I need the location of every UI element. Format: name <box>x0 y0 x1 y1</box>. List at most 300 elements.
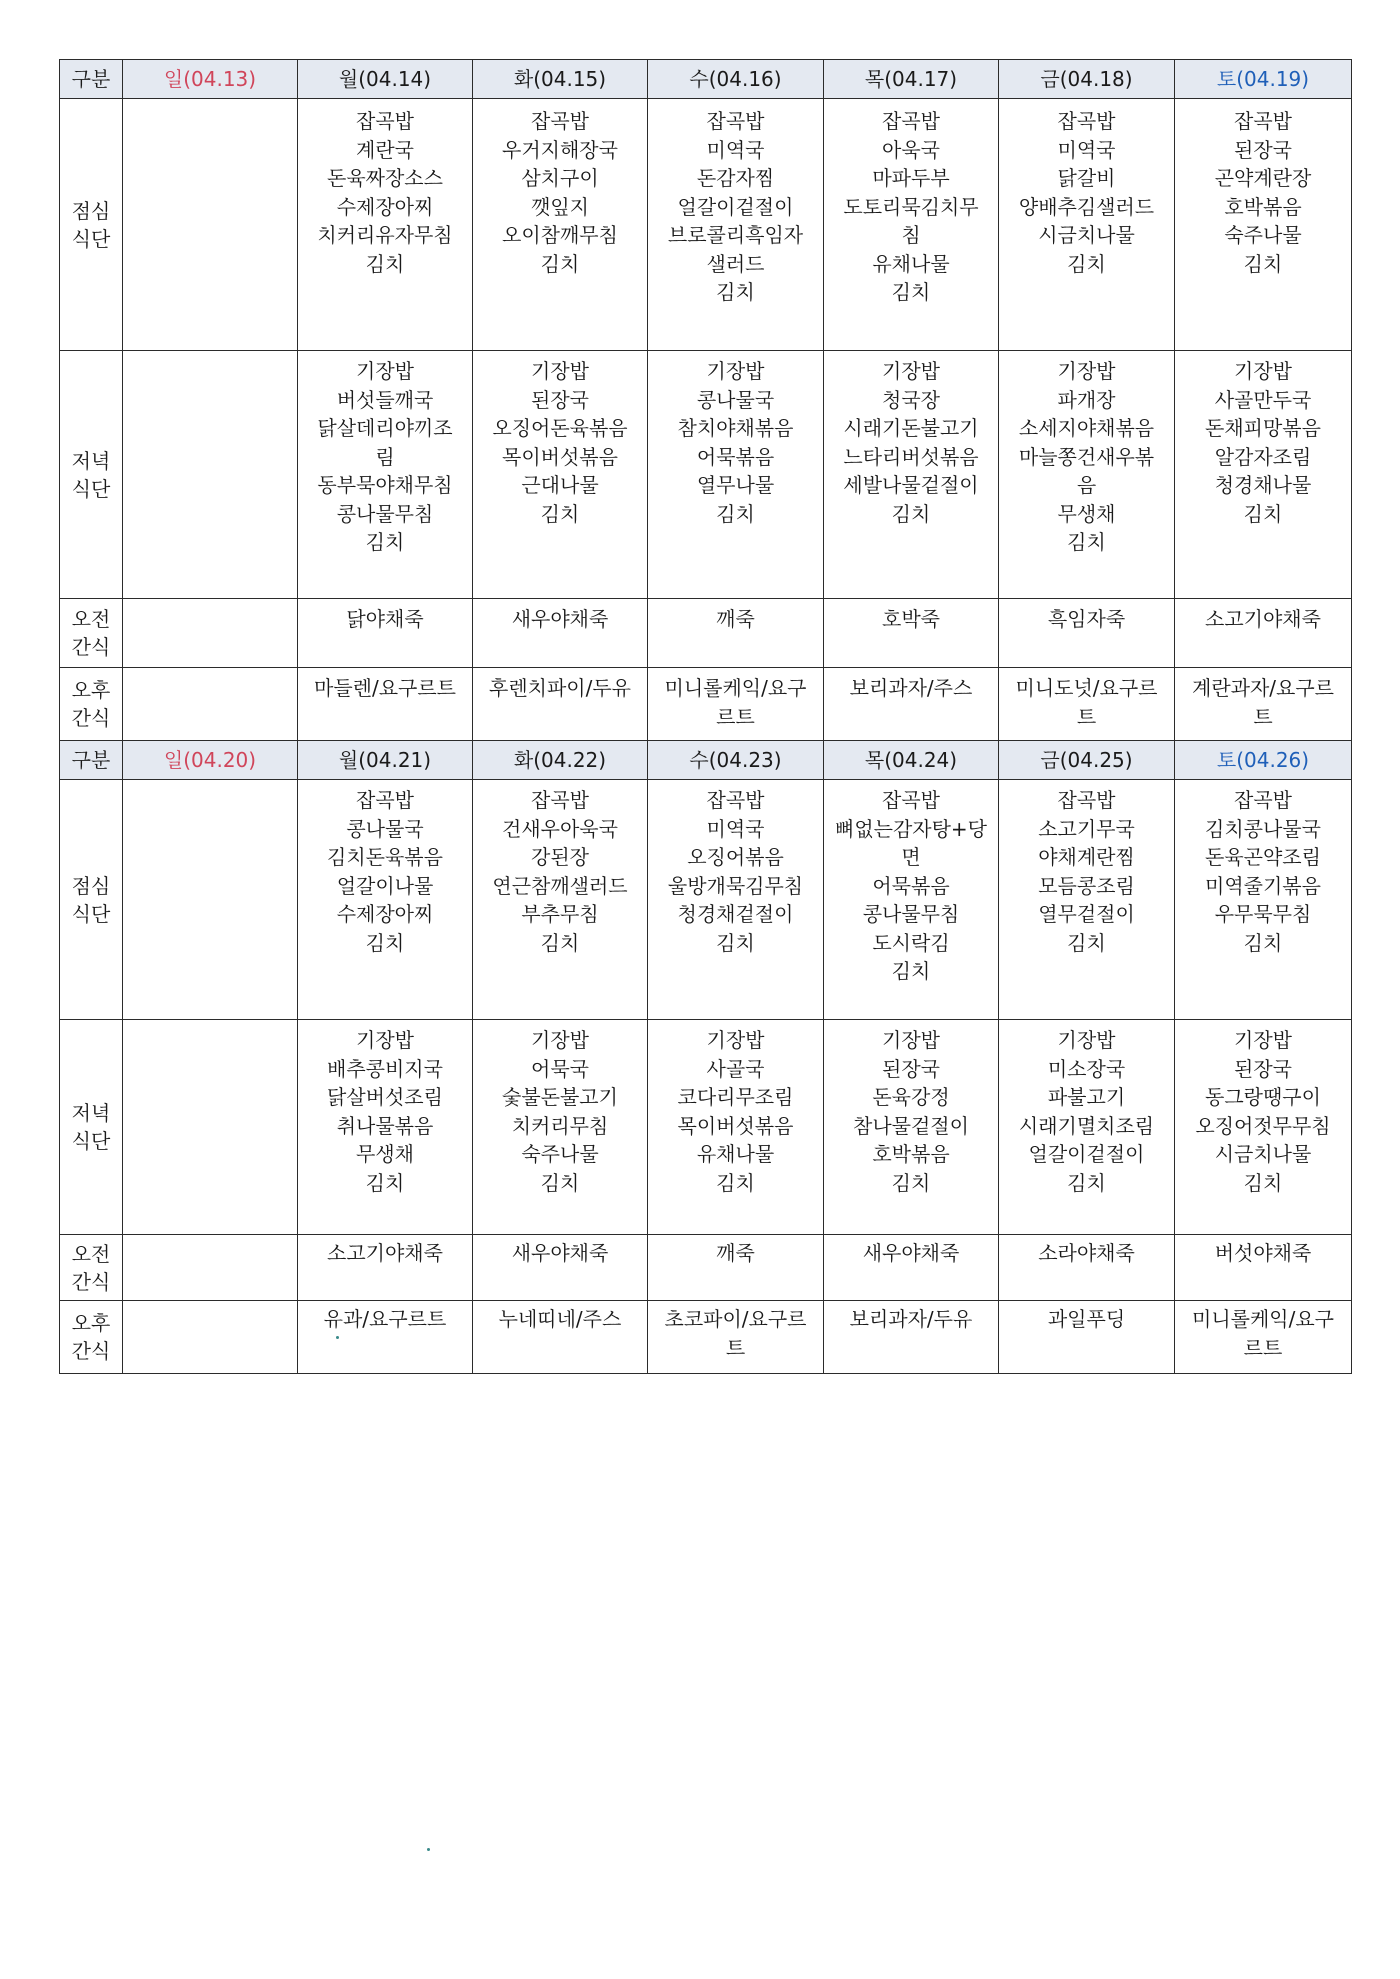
menu-item-text: 강된장 <box>531 845 589 869</box>
menu-item-text: 김치 <box>716 280 755 304</box>
menu-item-text: 도시락김 <box>872 930 950 955</box>
menu-item-text: 참치야채볶음 <box>677 416 794 440</box>
menu-cell <box>123 1235 298 1301</box>
menu-cell <box>648 1235 824 1301</box>
menu-cell <box>473 780 648 1020</box>
row-label-cell <box>60 351 123 599</box>
row-label-cell <box>60 780 123 1020</box>
menu-item-text: 기장밥 <box>531 1028 589 1052</box>
menu-item-text: 침 <box>901 223 921 247</box>
menu-cell <box>648 99 824 351</box>
meal-plan-table <box>59 59 1352 1374</box>
menu-cell <box>999 1020 1175 1235</box>
menu-cell <box>1175 1020 1352 1235</box>
row-label-cell <box>60 99 123 351</box>
week-header-row <box>60 741 1352 780</box>
menu-cell <box>1175 351 1352 599</box>
menu-item-text: 치커리무침 <box>511 1113 609 1138</box>
menu-item-text: 콩나물무침 <box>862 902 960 926</box>
morning-snack-row <box>60 599 1352 668</box>
menu-item-text: 김치 <box>891 280 931 304</box>
menu-cell <box>123 599 298 668</box>
menu-item-text: 오이참깨무침 <box>502 223 618 247</box>
menu-item-text: 얼갈이겉절이 <box>677 194 794 219</box>
menu-item-text: 김치콩나물국 <box>1205 816 1321 841</box>
row-label-text: 저녁 <box>71 448 111 473</box>
menu-item-text: 호박볶음 <box>1224 194 1302 219</box>
lunch-row <box>60 780 1352 1020</box>
menu-item-text: 무생채 <box>356 1142 414 1166</box>
day-date-label: 목(04.24) <box>864 747 958 772</box>
menu-cell <box>123 668 298 741</box>
menu-item-text: 무생채 <box>1057 501 1116 526</box>
menu-item-text: 뼈없는감자탕+당 <box>835 816 987 841</box>
menu-item-text: 치커리유자무침 <box>317 223 453 247</box>
menu-item-text: 배추콩비지국 <box>327 1056 443 1081</box>
menu-cell <box>999 351 1175 599</box>
menu-cell <box>1175 668 1352 741</box>
menu-item-text: 르트 <box>716 704 755 729</box>
day-date-label: 토(04.19) <box>1216 66 1310 91</box>
scan-speck <box>336 1336 339 1339</box>
header-label-cell: 구분 <box>60 60 123 99</box>
menu-item-text: 유채나물 <box>872 251 950 276</box>
menu-item-text: 된장국 <box>1234 137 1292 162</box>
menu-cell <box>824 1020 999 1235</box>
menu-item-text: 숙주나물 <box>521 1142 599 1166</box>
menu-item-text: 얼갈이나물 <box>336 873 434 898</box>
menu-cell <box>1175 1301 1352 1374</box>
menu-cell <box>648 668 824 741</box>
menu-item-text: 돈감자찜 <box>696 166 775 190</box>
menu-item-text: 닭야채죽 <box>346 607 424 631</box>
morning-snack-row <box>60 1235 1352 1301</box>
menu-item-text: 르트 <box>1243 1335 1283 1360</box>
row-label-cell <box>60 668 123 741</box>
menu-item-text: 마들렌/요구르트 <box>314 676 456 700</box>
row-label-text: 식단 <box>71 476 111 501</box>
day-header-cell <box>298 60 473 99</box>
dinner-row <box>60 351 1352 599</box>
menu-item-text: 김치 <box>365 530 405 554</box>
menu-item-text: 동부묵야채무침 <box>317 473 453 497</box>
menu-cell <box>999 668 1175 741</box>
menu-item-text: 김치 <box>540 501 580 526</box>
menu-cell <box>648 599 824 668</box>
menu-item-text: 미역국 <box>706 816 765 841</box>
menu-item-text: 잡곡밥 <box>882 788 940 812</box>
menu-item-text: 오징어돈육볶음 <box>492 416 628 440</box>
menu-item-text: 시금치나물 <box>1214 1142 1312 1166</box>
menu-item-text: 계란과자/요구르 <box>1192 676 1334 700</box>
menu-cell <box>298 1235 473 1301</box>
menu-item-text: 미니도넛/요구르 <box>1015 676 1158 700</box>
day-header-cell <box>298 741 473 780</box>
menu-item-text: 동그랑땡구이 <box>1205 1085 1321 1109</box>
menu-item-text: 모듬콩조림 <box>1038 873 1135 898</box>
menu-item-text: 김치 <box>716 1170 755 1195</box>
menu-item-text: 취나물볶음 <box>336 1113 434 1138</box>
menu-item-text: 버섯야채죽 <box>1214 1241 1312 1265</box>
menu-item-text: 잡곡밥 <box>531 788 589 812</box>
menu-item-text: 기장밥 <box>882 1028 940 1052</box>
menu-cell <box>123 1301 298 1374</box>
menu-item-text: 목이버섯볶음 <box>502 444 618 469</box>
menu-item-text: 곤약계란장 <box>1214 166 1312 190</box>
menu-item-text: 김치 <box>891 501 931 526</box>
day-header-cell <box>648 741 824 780</box>
menu-item-text: 김치 <box>1067 530 1106 554</box>
menu-item-text: 삼치구이 <box>521 166 599 190</box>
menu-cell <box>824 599 999 668</box>
menu-item-text: 기장밥 <box>706 359 765 383</box>
menu-cell <box>473 1235 648 1301</box>
menu-item-text: 미니롤케익/요구 <box>1192 1307 1334 1331</box>
menu-item-text: 닭살데리야끼조 <box>317 416 453 440</box>
menu-item-text: 후렌치파이/두유 <box>489 676 631 700</box>
day-date-label: 목(04.17) <box>864 66 958 91</box>
menu-item-text: 기장밥 <box>1057 359 1116 383</box>
menu-cell <box>298 780 473 1020</box>
row-label-text: 오후 <box>71 678 111 702</box>
menu-item-text: 어묵국 <box>531 1056 589 1081</box>
row-label-text: 간식 <box>71 706 111 730</box>
menu-cell <box>824 668 999 741</box>
menu-item-text: 사골국 <box>706 1056 765 1081</box>
day-header-cell <box>473 741 648 780</box>
menu-cell <box>473 599 648 668</box>
header-label-cell: 구분 <box>60 741 123 780</box>
menu-item-text: 누네띠네/주스 <box>498 1307 622 1331</box>
menu-cell <box>123 780 298 1020</box>
menu-item-text: 우무묵무침 <box>1214 902 1312 926</box>
menu-cell <box>648 1020 824 1235</box>
menu-item-text: 시금치나물 <box>1038 223 1135 247</box>
menu-item-text: 미역국 <box>706 137 765 162</box>
row-label-text: 저녁 <box>71 1101 111 1125</box>
week-header-row <box>60 60 1352 99</box>
menu-item-text: 호박죽 <box>882 607 940 631</box>
menu-cell <box>824 1235 999 1301</box>
day-header-cell <box>999 741 1175 780</box>
menu-item-text: 잡곡밥 <box>882 109 940 133</box>
menu-item-text: 마늘쫑건새우볶 <box>1018 444 1155 469</box>
menu-item-text: 세발나물겉절이 <box>843 473 979 497</box>
row-label-text: 오전 <box>71 1241 111 1266</box>
menu-item-text: 면 <box>901 845 921 869</box>
menu-item-text: 된장국 <box>531 387 589 412</box>
menu-item-text: 김치 <box>365 1170 405 1195</box>
row-label-text: 간식 <box>71 635 111 659</box>
menu-item-text: 잡곡밥 <box>706 788 765 812</box>
menu-item-text: 목이버섯볶음 <box>677 1113 794 1138</box>
menu-item-text: 트 <box>725 1335 746 1360</box>
menu-item-text: 알감자조림 <box>1214 444 1312 469</box>
menu-item-text: 기장밥 <box>706 1028 765 1052</box>
menu-item-text: 닭살버섯조림 <box>327 1085 443 1109</box>
menu-cell <box>298 1301 473 1374</box>
day-header-cell <box>123 60 298 99</box>
menu-item-text: 보리과자/주스 <box>849 676 973 700</box>
menu-item-text: 아욱국 <box>882 137 940 162</box>
menu-item-text: 잡곡밥 <box>1057 788 1116 812</box>
menu-item-text: 브로콜리흑임자 <box>667 223 804 247</box>
menu-item-text: 김치 <box>540 1170 580 1195</box>
menu-item-text: 김치 <box>540 930 580 955</box>
menu-item-text: 새우야채죽 <box>511 607 609 631</box>
menu-item-text: 참나물겉절이 <box>853 1113 969 1138</box>
menu-item-text: 소고기야채죽 <box>1205 607 1321 631</box>
menu-item-text: 김치 <box>1243 1170 1283 1195</box>
row-label-text: 점심 <box>71 873 111 898</box>
menu-cell <box>473 351 648 599</box>
menu-item-text: 림 <box>375 444 395 469</box>
row-label-cell <box>60 599 123 668</box>
day-header-cell <box>824 60 999 99</box>
menu-cell <box>648 780 824 1020</box>
menu-cell <box>1175 780 1352 1020</box>
menu-item-text: 김치 <box>365 251 405 276</box>
day-header-cell <box>473 60 648 99</box>
menu-item-text: 김치 <box>1243 501 1283 526</box>
menu-item-text: 유과/요구르트 <box>323 1307 447 1331</box>
menu-item-text: 잡곡밥 <box>1057 109 1116 133</box>
menu-item-text: 파불고기 <box>1047 1085 1126 1109</box>
day-date-label: 화(04.22) <box>513 747 607 772</box>
menu-item-text: 김치 <box>1243 930 1283 955</box>
menu-item-text: 소고기야채죽 <box>327 1241 443 1265</box>
row-label-text: 오전 <box>71 607 111 631</box>
day-header-cell <box>648 60 824 99</box>
menu-item-text: 김치 <box>716 501 755 526</box>
menu-item-text: 김치 <box>540 251 580 276</box>
menu-item-text: 잡곡밥 <box>1234 788 1292 812</box>
menu-cell <box>648 1301 824 1374</box>
menu-item-text: 수제장아찌 <box>336 902 434 926</box>
menu-item-text: 깻잎지 <box>531 194 589 219</box>
menu-cell <box>298 668 473 741</box>
menu-cell <box>824 351 999 599</box>
menu-cell <box>473 1020 648 1235</box>
menu-item-text: 보리과자/두유 <box>849 1307 973 1331</box>
day-date-label: 수(04.16) <box>689 66 782 91</box>
menu-item-text: 느타리버섯볶음 <box>843 444 979 469</box>
menu-item-text: 미니롤케익/요구 <box>664 676 807 700</box>
menu-cell <box>648 351 824 599</box>
menu-item-text: 계란국 <box>356 137 414 162</box>
menu-item-text: 파개장 <box>1057 387 1116 412</box>
menu-cell <box>999 780 1175 1020</box>
row-label-text: 식단 <box>71 1129 111 1153</box>
menu-item-text: 유채나물 <box>696 1142 775 1166</box>
menu-item-text: 김치돈육볶음 <box>327 845 443 869</box>
menu-item-text: 마파두부 <box>872 166 950 190</box>
menu-cell <box>824 1301 999 1374</box>
menu-cell <box>473 668 648 741</box>
day-header-cell <box>123 741 298 780</box>
menu-item-text: 청경채겉절이 <box>677 902 794 926</box>
lunch-row <box>60 99 1352 351</box>
menu-item-text: 미역국 <box>1057 137 1116 162</box>
menu-item-text: 청국장 <box>882 387 940 412</box>
menu-item-text: 돈채피망볶음 <box>1205 416 1321 440</box>
menu-item-text: 코다리무조림 <box>677 1085 794 1109</box>
row-label-text: 식단 <box>71 901 111 926</box>
row-label-text: 간식 <box>71 1269 111 1294</box>
menu-item-text: 잡곡밥 <box>1234 109 1292 133</box>
menu-item-text: 소고기무국 <box>1038 816 1135 841</box>
menu-item-text: 얼갈이겉절이 <box>1028 1142 1145 1166</box>
menu-cell <box>999 99 1175 351</box>
menu-item-text: 열무나물 <box>696 473 775 497</box>
menu-item-text: 야채계란찜 <box>1038 845 1135 869</box>
menu-cell <box>999 599 1175 668</box>
menu-item-text: 초코파이/요구르 <box>664 1307 807 1331</box>
row-label-text: 점심 <box>71 198 111 223</box>
menu-cell <box>298 599 473 668</box>
day-date-label: 화(04.15) <box>513 66 607 91</box>
menu-item-text: 건새우아욱국 <box>502 816 618 841</box>
menu-item-text: 잡곡밥 <box>531 109 589 133</box>
afternoon-snack-row <box>60 668 1352 741</box>
day-date-label: 금(04.18) <box>1040 66 1133 91</box>
menu-item-text: 소라야채죽 <box>1038 1241 1135 1265</box>
menu-item-text: 기장밥 <box>1234 1028 1292 1052</box>
menu-item-text: 새우야채죽 <box>862 1241 960 1265</box>
menu-cell <box>1175 1235 1352 1301</box>
menu-cell <box>298 99 473 351</box>
day-date-label: 금(04.25) <box>1040 747 1133 772</box>
menu-item-text: 사골만두국 <box>1214 387 1312 412</box>
day-date-label: 수(04.23) <box>689 747 782 772</box>
row-label-cell <box>60 1235 123 1301</box>
menu-item-text: 시래기돈불고기 <box>843 416 979 440</box>
row-label-text: 식단 <box>71 226 111 251</box>
afternoon-snack-row <box>60 1301 1352 1374</box>
menu-item-text: 깨죽 <box>716 1241 755 1265</box>
menu-cell <box>123 351 298 599</box>
menu-item-text: 돈육짜장소스 <box>327 166 443 190</box>
menu-item-text: 숯불돈불고기 <box>502 1085 618 1109</box>
menu-item-text: 김치 <box>1243 251 1283 276</box>
menu-item-text: 흑임자죽 <box>1047 607 1126 631</box>
menu-cell <box>999 1235 1175 1301</box>
day-date-label: 일(04.20) <box>163 747 257 772</box>
row-label-text: 간식 <box>71 1339 111 1363</box>
menu-item-text: 김치 <box>891 959 931 983</box>
menu-item-text: 김치 <box>716 930 755 955</box>
day-header-cell <box>824 741 999 780</box>
menu-item-text: 오징어젓무무침 <box>1195 1113 1331 1138</box>
menu-item-text: 연근참깨샐러드 <box>492 873 628 898</box>
menu-item-text: 미소장국 <box>1047 1056 1126 1081</box>
dinner-row <box>60 1020 1352 1235</box>
menu-item-text: 돈육강정 <box>872 1085 950 1109</box>
menu-item-text: 기장밥 <box>882 359 940 383</box>
menu-cell <box>824 99 999 351</box>
menu-item-text: 트 <box>1253 704 1273 729</box>
menu-item-text: 울방개묵김무침 <box>667 873 804 898</box>
day-date-label: 월(04.21) <box>338 747 432 772</box>
menu-item-text: 기장밥 <box>1234 359 1292 383</box>
day-header-cell <box>1175 741 1352 780</box>
menu-item-text: 된장국 <box>1234 1056 1292 1081</box>
menu-item-text: 샐러드 <box>706 251 765 276</box>
menu-item-text: 어묵볶음 <box>872 873 950 898</box>
day-date-label: 일(04.13) <box>163 66 257 91</box>
menu-item-text: 된장국 <box>882 1056 940 1081</box>
row-label-cell <box>60 1301 123 1374</box>
menu-item-text: 콩나물국 <box>696 387 775 412</box>
menu-item-text: 도토리묵김치무 <box>843 194 979 219</box>
menu-item-text: 기장밥 <box>1057 1028 1116 1052</box>
menu-cell <box>473 1301 648 1374</box>
day-date-label: 월(04.14) <box>338 66 432 91</box>
scan-speck <box>427 1848 430 1851</box>
menu-item-text: 양배추김샐러드 <box>1018 194 1155 219</box>
menu-item-text: 우거지해장국 <box>502 137 618 162</box>
row-label-text: 오후 <box>71 1311 111 1335</box>
menu-item-text: 오징어볶음 <box>687 845 784 869</box>
menu-cell <box>999 1301 1175 1374</box>
menu-item-text: 트 <box>1076 704 1097 729</box>
menu-sheet <box>59 59 1351 1374</box>
menu-item-text: 닭갈비 <box>1057 166 1116 190</box>
menu-item-text: 미역줄기볶음 <box>1205 873 1321 898</box>
menu-item-text: 기장밥 <box>356 1028 414 1052</box>
menu-item-text: 김치 <box>365 930 405 955</box>
menu-item-text: 부추무침 <box>521 902 599 926</box>
menu-item-text: 잡곡밥 <box>356 788 414 812</box>
day-header-cell <box>1175 60 1352 99</box>
menu-item-text: 새우야채죽 <box>511 1241 609 1265</box>
menu-item-text: 음 <box>1076 473 1097 497</box>
menu-item-text: 콩나물무침 <box>336 501 434 526</box>
menu-item-text: 잡곡밥 <box>356 109 414 133</box>
menu-item-text: 열무겉절이 <box>1038 902 1135 926</box>
menu-item-text: 숙주나물 <box>1224 223 1302 247</box>
menu-item-text: 호박볶음 <box>872 1142 950 1166</box>
menu-item-text: 김치 <box>1067 930 1106 955</box>
menu-item-text: 김치 <box>1067 251 1106 276</box>
menu-item-text: 버섯들깨국 <box>336 387 434 412</box>
menu-item-text: 잡곡밥 <box>706 109 765 133</box>
menu-cell <box>1175 99 1352 351</box>
menu-item-text: 근대나물 <box>521 473 599 497</box>
menu-item-text: 기장밥 <box>531 359 589 383</box>
menu-item-text: 돈육곤약조림 <box>1205 845 1321 869</box>
menu-item-text: 김치 <box>1067 1170 1106 1195</box>
menu-item-text: 깨죽 <box>716 607 755 631</box>
menu-item-text: 시래기멸치조림 <box>1018 1113 1155 1138</box>
menu-cell <box>298 1020 473 1235</box>
day-header-cell <box>999 60 1175 99</box>
menu-item-text: 어묵볶음 <box>696 444 775 469</box>
menu-item-text: 기장밥 <box>356 359 414 383</box>
menu-cell <box>824 780 999 1020</box>
day-date-label: 토(04.26) <box>1216 747 1310 772</box>
menu-item-text: 콩나물국 <box>346 816 424 841</box>
row-label-cell <box>60 1020 123 1235</box>
menu-item-text: 청경채나물 <box>1214 473 1312 497</box>
menu-item-text: 소세지야채볶음 <box>1018 416 1155 440</box>
menu-cell <box>473 99 648 351</box>
menu-cell <box>123 1020 298 1235</box>
menu-cell <box>123 99 298 351</box>
menu-item-text: 김치 <box>891 1170 931 1195</box>
menu-item-text: 수제장아찌 <box>336 194 434 219</box>
menu-item-text: 과일푸딩 <box>1047 1307 1126 1331</box>
